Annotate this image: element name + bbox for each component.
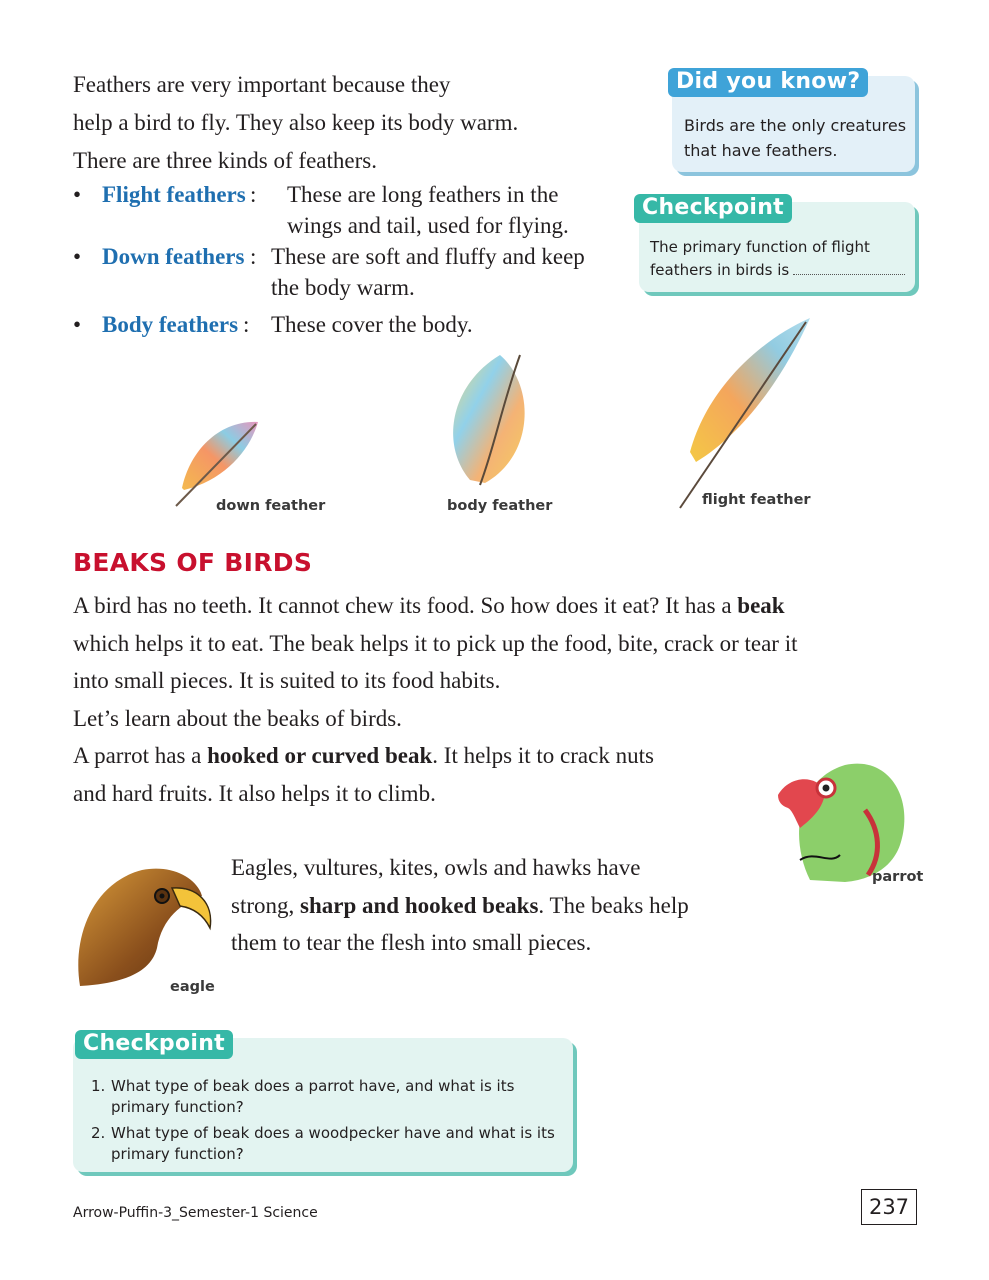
beaks-line: and hard fruits. It also helps it to climb. (73, 780, 436, 806)
intro-line: help a bird to fly. They also keep its body warm. (73, 110, 519, 135)
beaks-line: Eagles, vultures, kites, owls and hawks have (231, 855, 641, 880)
feather-item-body (73, 309, 633, 340)
checkpoint-question (91, 1123, 561, 1165)
beaks-line: which helps it to eat. The beak helps it to pick up the food, bite, crack or tear it (73, 630, 798, 656)
feather-sep: : (243, 312, 250, 337)
parrot-caption: parrot (872, 869, 924, 885)
question-text: What type of beak does a woodpecker have and what is its primary function? (111, 1124, 555, 1163)
down-feather-caption: down feather (216, 498, 326, 514)
feather-desc-line: the body warm. (271, 275, 415, 300)
feather-term: Down feathers (102, 244, 245, 269)
text-run: . It helps it to crack nuts (432, 743, 654, 768)
bold-term: hooked or curved beak (207, 743, 433, 768)
checkpoint-questions (91, 1076, 561, 1170)
feather-desc-line: These are soft and fluffy and keep (271, 244, 585, 269)
beaks-line: into small pieces. It is suited to its food habits. (73, 668, 501, 693)
beaks-line: Let’s learn about the beaks of birds. (73, 705, 402, 731)
bold-term: beak (737, 593, 785, 618)
checkpoint-line-text: feathers in birds is (650, 261, 790, 279)
down-feather-icon (170, 410, 270, 510)
feather-term: Body feathers (102, 312, 239, 337)
checkpoint-question (91, 1076, 561, 1118)
intro-line: There are three kinds of feathers. (73, 148, 377, 173)
feather-term: Flight feathers (102, 182, 246, 207)
eagle-caption: eagle (170, 979, 215, 995)
bullet-icon: • (73, 182, 82, 207)
intro-paragraph (73, 66, 633, 180)
checkpoint-title: Checkpoint (75, 1030, 233, 1059)
feather-item-down (73, 241, 633, 303)
footer-text: Arrow-Puffin-3_Semester-1 Science (73, 1205, 318, 1221)
bullet-icon: • (73, 244, 82, 269)
question-number: 1. (91, 1077, 106, 1095)
did-you-know-line: that have feathers. (684, 141, 838, 160)
did-you-know-line: Birds are the only creatures (684, 116, 907, 135)
text-run: . The beaks help (538, 892, 689, 918)
bullet-icon: • (73, 312, 82, 337)
beaks-line (73, 587, 903, 625)
feather-desc-line: These are long feathers in the (287, 182, 559, 207)
did-you-know-title: Did you know? (668, 68, 868, 97)
question-text: What type of beak does a parrot have, and what is its primary function? (111, 1077, 515, 1116)
feather-desc-line: These cover the body. (271, 312, 473, 337)
feather-sep: : (250, 182, 257, 207)
body-feather-caption: body feather (447, 498, 553, 514)
body-feather-icon (440, 345, 540, 490)
beaks-line: them to tear the flesh into small pieces. (231, 930, 592, 955)
checkpoint-line: The primary function of flight (650, 238, 870, 256)
checkpoint-title: Checkpoint (634, 194, 792, 223)
bold-term: sharp and hooked beaks (300, 892, 539, 918)
text-run: A parrot has a (73, 743, 208, 768)
did-you-know-text (684, 113, 914, 163)
section-heading: BEAKS OF BIRDS (73, 548, 313, 577)
feather-item-flight (73, 179, 633, 241)
question-number: 2. (91, 1124, 106, 1142)
feather-sep: : (250, 244, 257, 269)
flight-feather-caption: flight feather (702, 492, 811, 508)
answer-blank (793, 260, 905, 275)
feather-desc-line: wings and tail, used for flying. (287, 213, 569, 238)
intro-line: Feathers are very important because they (73, 72, 451, 97)
beaks-paragraph-eagle (231, 849, 751, 962)
page-number: 237 (861, 1189, 917, 1225)
checkpoint-text (650, 236, 910, 282)
checkpoint-line (650, 259, 910, 282)
flight-feather-icon (676, 312, 816, 512)
beaks-line (231, 887, 751, 925)
eagle-icon (72, 858, 217, 988)
text-run: strong, (231, 892, 300, 918)
text-run: A bird has no teeth. It cannot chew its food. So how does it eat? It has a (73, 593, 738, 618)
